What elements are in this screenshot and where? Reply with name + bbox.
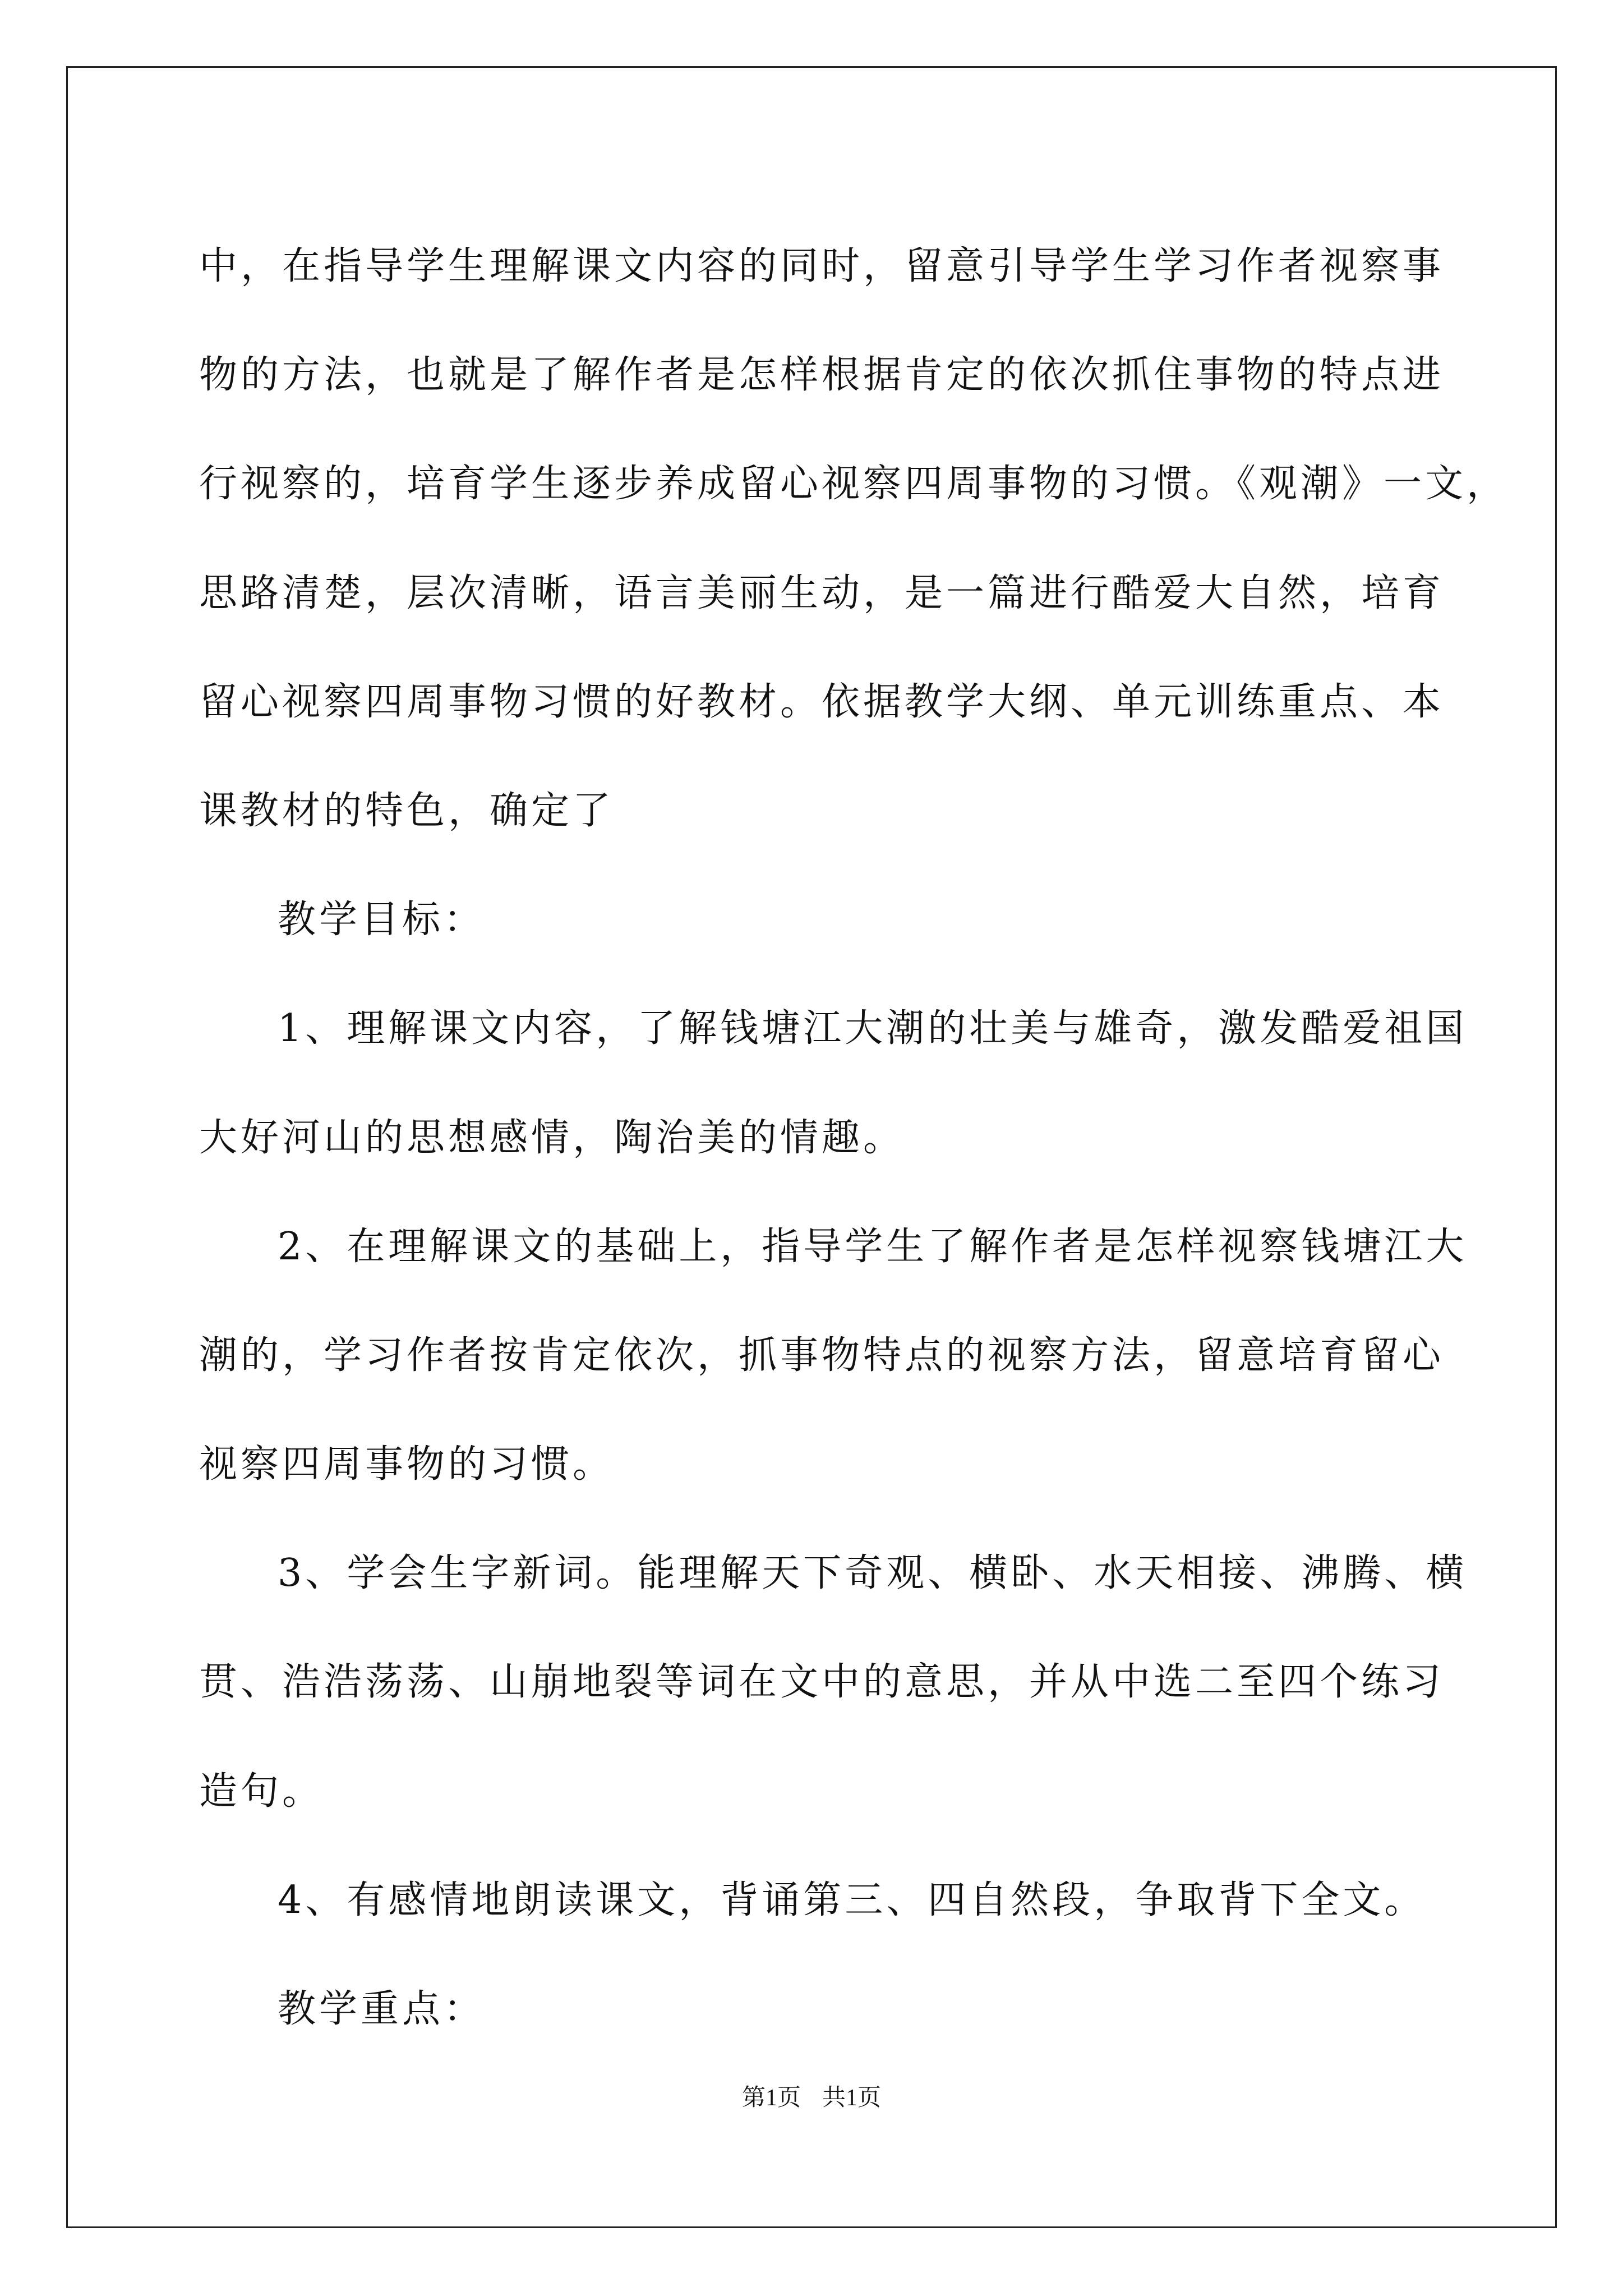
- document-body: [199, 212, 1509, 2064]
- page-total: 共1页: [822, 2085, 882, 2111]
- page-footer: [0, 2081, 1623, 2115]
- goal-item-2: 2、在理解课文的基础上，指导学生了解作者是怎样视察钱塘江大: [278, 1224, 1468, 1269]
- page-number: 第1页: [741, 2085, 801, 2111]
- paragraph-line: 造句。: [199, 1769, 324, 1814]
- paragraph-line: 大好河山的思想感情，陶治美的情趣。: [199, 1115, 905, 1160]
- paragraph-line: 行视察的，培育学生逐步养成留心视察四周事物的习惯。《观潮》一文，: [199, 462, 1509, 507]
- paragraph-line: 课教材的特色，确定了: [199, 788, 615, 833]
- goal-item-4: 4、有感情地朗读课文，背诵第三、四自然段，争取背下全文。: [278, 1878, 1426, 1922]
- section-heading-teaching-goals: 教学目标：: [278, 898, 486, 942]
- goal-item-3: 3、学会生字新词。能理解天下奇观、横卧、水天相接、沸腾、横: [278, 1551, 1468, 1596]
- paragraph-line: 物的方法，也就是了解作者是怎样根据肯定的依次抓住事物的特点进: [199, 353, 1445, 398]
- paragraph-line: 潮的，学习作者按肯定依次，抓事物特点的视察方法，留意培育留心: [199, 1333, 1445, 1378]
- goal-item-1: 1、理解课文内容，了解钱塘江大潮的壮美与雄奇，激发酷爱祖国: [278, 1006, 1468, 1051]
- paragraph-line: 思路清楚，层次清晰，语言美丽生动，是一篇进行酷爱大自然，培育: [199, 570, 1445, 615]
- section-heading-key-points: 教学重点：: [278, 1987, 486, 2031]
- paragraph-line: 中，在指导学生理解课文内容的同时，留意引导学生学习作者视察事: [199, 244, 1445, 288]
- paragraph-line: 视察四周事物的习惯。: [199, 1442, 615, 1487]
- paragraph-line: 贯、浩浩荡荡、山崩地裂等词在文中的意思，并从中选二至四个练习: [199, 1660, 1445, 1705]
- paragraph-line: 留心视察四周事物习惯的好教材。依据教学大纲、单元训练重点、本: [199, 679, 1445, 724]
